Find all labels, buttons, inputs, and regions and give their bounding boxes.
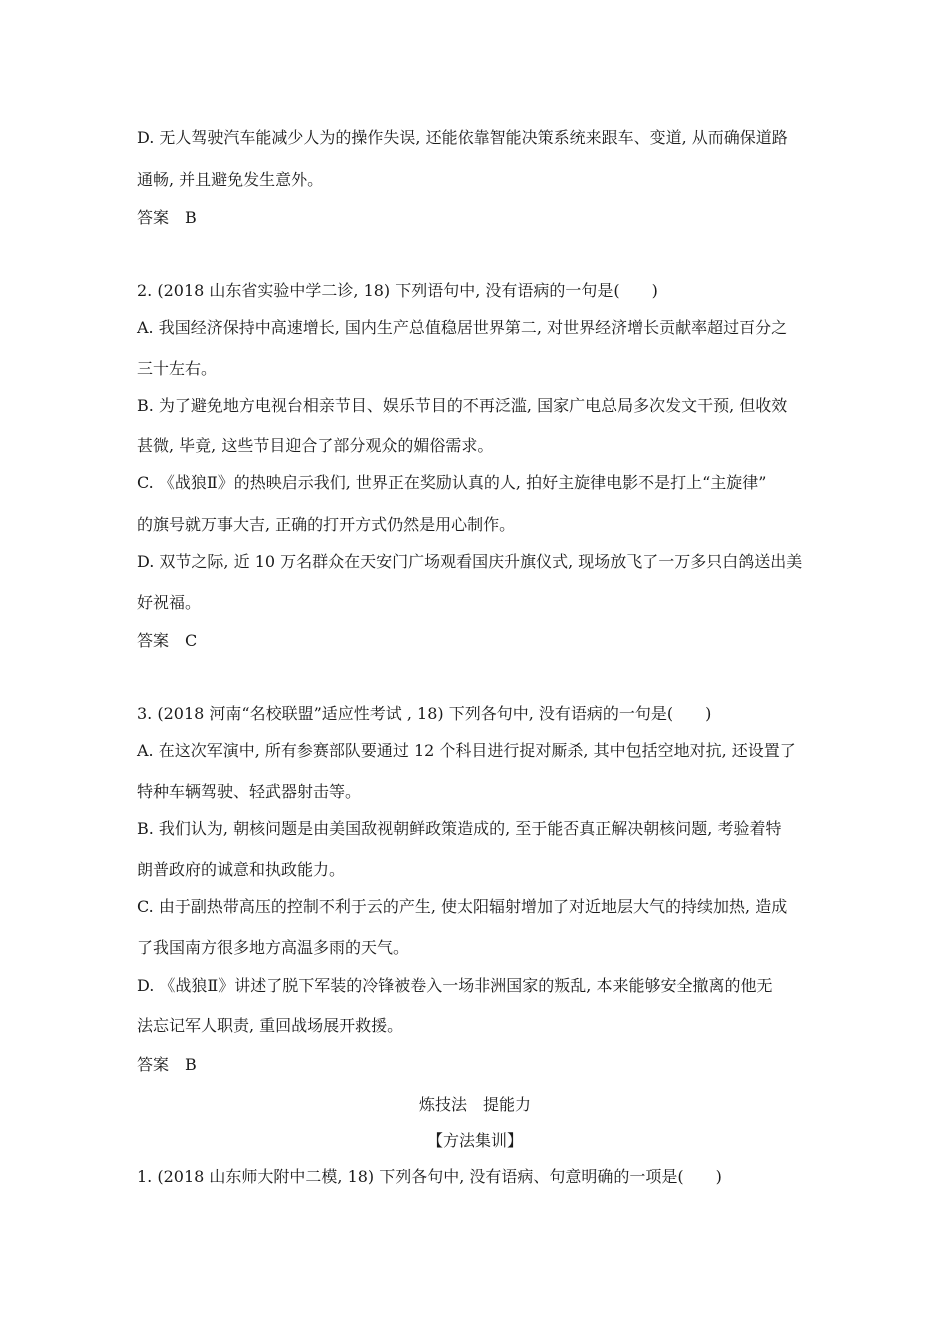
q2-option-a-line1: A. 我国经济保持中高速增长, 国内生产总值稳居世界第二, 对世界经济增长贡献率超过百分之 bbox=[137, 318, 788, 337]
q1-option-d-line1: D. 无人驾驶汽车能减少人为的操作失误, 还能依靠智能决策系统来跟车、变道, 从而确保道路 bbox=[137, 128, 788, 147]
q3-option-a-line1: A. 在这次军演中, 所有参赛部队要通过 12 个科目进行捉对厮杀, 其中包括空地对抗, 还设置了 bbox=[137, 741, 796, 760]
q3-option-d-line2: 法忘记军人职责, 重回战场展开救援。 bbox=[137, 1016, 404, 1035]
q2-stem: 2. (2018 山东省实验中学二诊, 18) 下列语句中, 没有语病的一句是( ) bbox=[137, 281, 658, 300]
subsection-title: 【方法集训】 bbox=[426, 1131, 523, 1150]
q2-option-c-line1: C. 《战狼Ⅱ》的热映启示我们, 世界正在奖励认真的人, 拍好主旋律电影不是打上“主旋律” bbox=[137, 473, 767, 492]
q2-option-a-line2: 三十左右。 bbox=[137, 359, 218, 378]
q2-option-c-line2: 的旗号就万事大吉, 正确的打开方式仍然是用心制作。 bbox=[137, 515, 516, 534]
practice-q1-stem: 1. (2018 山东师大附中二模, 18) 下列各句中, 没有语病、句意明确的一项是( ) bbox=[137, 1167, 722, 1186]
q3-stem: 3. (2018 河南“名校联盟”适应性考试 , 18) 下列各句中, 没有语病的一句是( ) bbox=[137, 704, 712, 723]
q1-option-d-line2: 通畅, 并且避免发生意外。 bbox=[137, 170, 324, 189]
q3-answer: 答案 B bbox=[137, 1055, 197, 1074]
section-title: 炼技法 提能力 bbox=[418, 1095, 531, 1114]
q1-answer: 答案 B bbox=[137, 208, 197, 227]
q2-option-b-line2: 甚微, 毕竟, 这些节目迎合了部分观众的媚俗需求。 bbox=[137, 436, 494, 455]
q3-option-d-line1: D. 《战狼Ⅱ》讲述了脱下军装的冷锋被卷入一场非洲国家的叛乱, 本来能够安全撤离的他无 bbox=[137, 976, 773, 995]
q2-option-d-line2: 好祝福。 bbox=[137, 593, 202, 612]
q2-option-d-line1: D. 双节之际, 近 10 万名群众在天安门广场观看国庆升旗仪式, 现场放飞了一万多只白鸽送出美 bbox=[137, 552, 803, 571]
q3-option-c-line1: C. 由于副热带高压的控制不利于云的产生, 使太阳辐射增加了对近地层大气的持续加热, 造成 bbox=[137, 897, 788, 916]
q2-answer: 答案 C bbox=[137, 631, 198, 650]
q3-option-b-line2: 朗普政府的诚意和执政能力。 bbox=[137, 860, 346, 879]
q3-option-a-line2: 特种车辆驾驶、轻武器射击等。 bbox=[137, 782, 362, 801]
q3-option-c-line2: 了我国南方很多地方高温多雨的天气。 bbox=[137, 938, 410, 957]
q2-option-b-line1: B. 为了避免地方电视台相亲节目、娱乐节目的不再泛滥, 国家广电总局多次发文干预, 但收效 bbox=[137, 396, 788, 415]
q3-option-b-line1: B. 我们认为, 朝核问题是由美国敌视朝鲜政策造成的, 至于能否真正解决朝核问题, 考验着特 bbox=[137, 819, 782, 838]
